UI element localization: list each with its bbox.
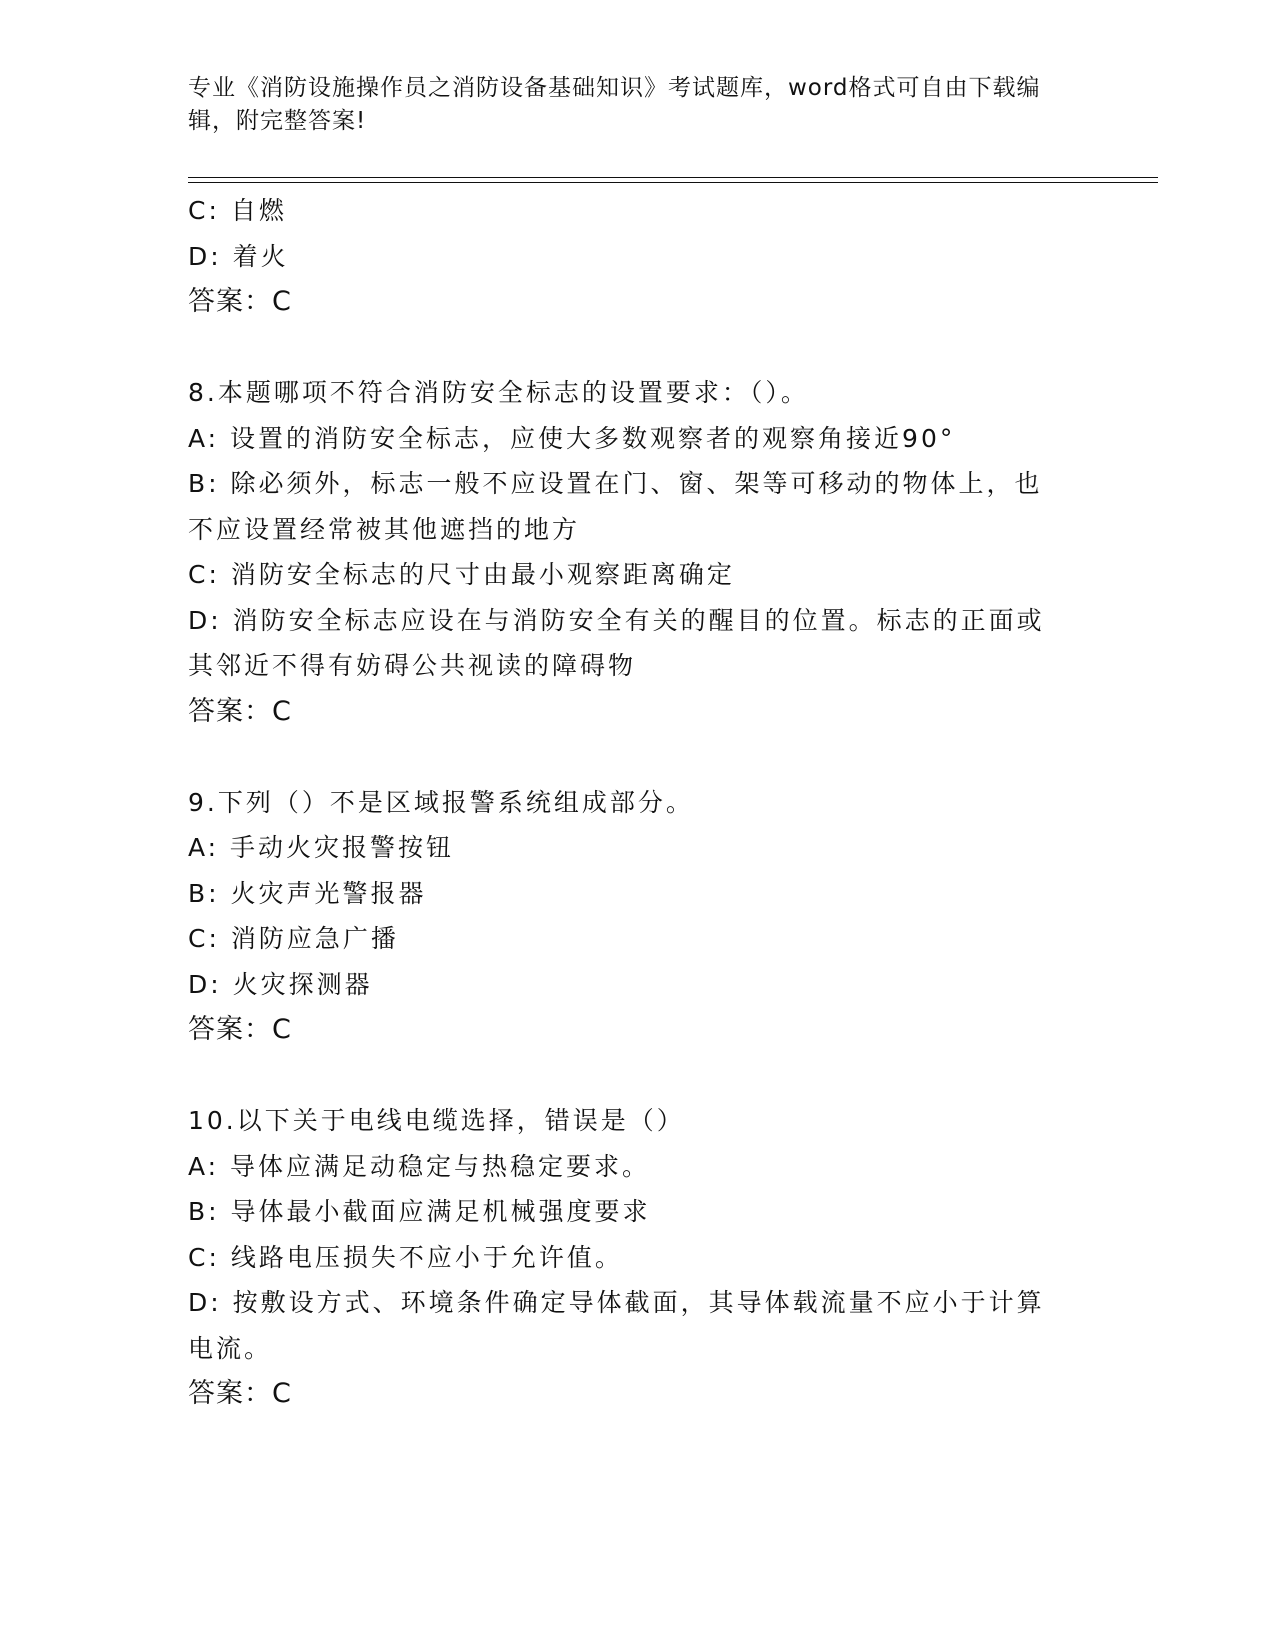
question-block-prev — [188, 188, 1088, 325]
option-line: C: 消防安全标志的尺寸由最小观察距离确定 — [188, 560, 735, 589]
question-block-10 — [188, 1098, 1088, 1417]
question-stem: 10.以下关于电线电缆选择，错误是（） — [188, 1106, 685, 1135]
option-line: A: 导体应满足动稳定与热稳定要求。 — [188, 1151, 651, 1181]
option-line: B: 导体最小截面应满足机械强度要求 — [188, 1197, 651, 1226]
option-line-continued: 其邻近不得有妨碍公共视读的障碍物 — [188, 651, 637, 680]
option-line: B: 除必须外，标志一般不应设置在门、窗、架等可移动的物体上，也 — [188, 469, 1043, 498]
answer-line: 答案：C — [188, 1014, 292, 1045]
answer-line: 答案：C — [188, 286, 292, 317]
header-rule-top — [188, 177, 1158, 178]
header-rule-bottom — [188, 182, 1158, 183]
spacer — [188, 1053, 1088, 1099]
option-line-continued: 电流。 — [188, 1333, 273, 1363]
option-line: C: 自燃 — [188, 196, 287, 225]
option-line: D: 着火 — [188, 241, 289, 271]
spacer — [188, 325, 1088, 371]
option-line: C: 消防应急广播 — [188, 924, 399, 953]
spacer — [188, 734, 1088, 780]
question-block-8 — [188, 370, 1088, 734]
option-line: C: 线路电压损失不应小于允许值。 — [188, 1242, 623, 1272]
option-line: D: 火灾探测器 — [188, 969, 373, 999]
option-line: D: 按敷设方式、环境条件确定导体截面，其导体载流量不应小于计算 — [188, 1288, 1045, 1317]
page-header: 专业《消防设施操作员之消防设备基础知识》考试题库，word格式可自由下载编辑，附完整答案! — [188, 75, 1041, 134]
answer-line: 答案：C — [188, 1378, 292, 1409]
answer-line: 答案：C — [188, 695, 292, 727]
question-list — [188, 188, 1088, 1417]
question-stem: 9.下列（）不是区域报警系统组成部分。 — [188, 787, 694, 817]
option-line: A: 手动火灾报警按钮 — [188, 833, 455, 862]
question-stem: 8.本题哪项不符合消防安全标志的设置要求：（）。 — [188, 378, 809, 407]
option-line: A: 设置的消防安全标志，应使大多数观察者的观察角接近90° — [188, 423, 956, 453]
question-block-9 — [188, 780, 1088, 1053]
option-line: D: 消防安全标志应设在与消防安全有关的醒目的位置。标志的正面或 — [188, 605, 1045, 635]
option-line-continued: 不应设置经常被其他遮挡的地方 — [188, 514, 581, 544]
option-line: B: 火灾声光警报器 — [188, 878, 427, 908]
